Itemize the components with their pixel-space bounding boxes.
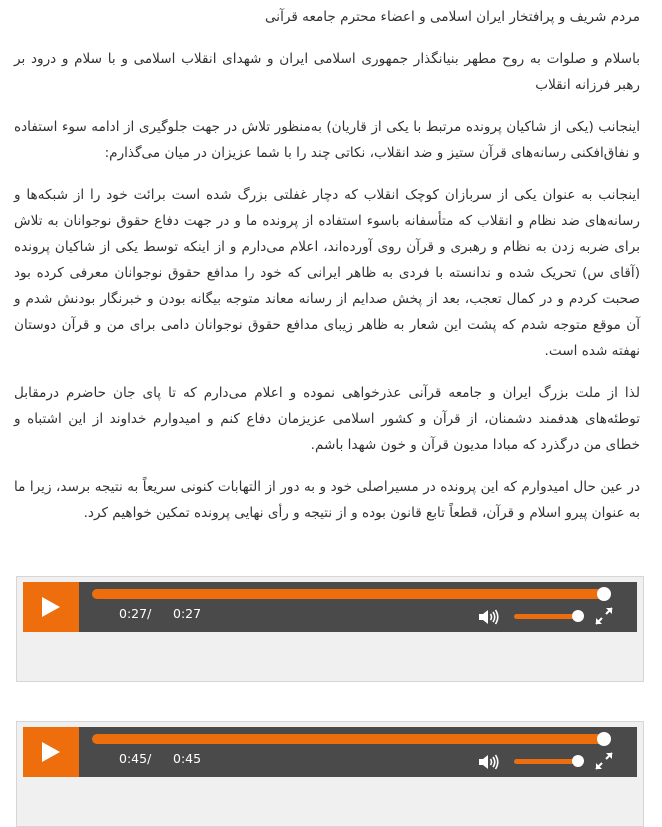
audio-player — [23, 727, 637, 777]
fullscreen-icon[interactable] — [594, 751, 614, 771]
audio-player — [23, 582, 637, 632]
progress-bar[interactable] — [92, 589, 604, 599]
volume-icon[interactable] — [479, 754, 499, 770]
progress-handle[interactable] — [597, 587, 611, 601]
fullscreen-icon[interactable] — [594, 606, 614, 626]
volume-icon[interactable] — [479, 609, 499, 625]
progress-bar[interactable] — [92, 734, 604, 744]
volume-handle[interactable] — [572, 610, 584, 622]
current-time: 0:27/ — [119, 606, 152, 621]
article-paragraph: لذا از ملت بزرگ ایران و جامعه قرآنی عذرخواهی نموده و اعلام می‌دارم که تا پای جان حاضرم درمقابل توطئه‌های هدفمند دشمنان، از قرآن و کشور اسلامی عزیزمان دفاع کنم و امیدوارم خداوند از این اشتباه و خطای من درگذرد که مبادا مدیون قرآن و خون شهدا باشم. — [14, 385, 640, 453]
audio-player-frame — [16, 576, 644, 682]
total-time: 0:27 — [173, 606, 202, 621]
audio-player-frame — [16, 721, 644, 827]
play-icon — [42, 597, 60, 617]
current-time: 0:45/ — [119, 751, 152, 766]
progress-handle[interactable] — [597, 732, 611, 746]
volume-slider[interactable] — [514, 614, 578, 619]
volume-handle[interactable] — [572, 755, 584, 767]
play-icon — [42, 742, 60, 762]
article-paragraph: مردم شریف و پرافتخار ایران اسلامی و اعضاء محترم جامعه قرآنی — [264, 9, 640, 25]
article-paragraph: در عین حال امیدوارم که این پرونده در مسیراصلی خود و به دور از التهابات کنونی سریعاً به نتیجه برسد، زیرا ما به عنوان پیرو اسلام و قرآن، قطعاً تابع قانون بوده و از نتیجه و رأی نهایی پرونده تمکین خواهیم کرد. — [14, 479, 640, 521]
total-time: 0:45 — [173, 751, 202, 766]
article-paragraph: اینجانب (یکی از شاکیان پرونده مرتبط با یکی از قاریان) به‌منظور تلاش در جهت جلوگیری از ادامه سوء استفاده و نفاق‌افکنی رسانه‌های قرآن ستیز و ضد انقلاب، نکاتی چند را با شما عزیزان در میان می‌گذارم: — [14, 119, 640, 161]
play-button[interactable] — [23, 582, 79, 632]
article-paragraph: باسلام و صلوات به روح مطهر بنیانگذار جمهوری اسلامی ایران و شهدای انقلاب اسلامی و با سلام و درود بر رهبر فرزانه انقلاب — [14, 51, 640, 93]
play-button[interactable] — [23, 727, 79, 777]
article-paragraph: اینجانب به عنوان یکی از سربازان کوچک انقلاب که دچار غفلتی بزرگ شده است برائت خود را از شبکه‌ها و رسانه‌های ضد نظام و انقلاب که متأسفانه باسوء استفاده از پرونده ما و در جهت دفاع حقوق نوجوانان به تلاش برای ضربه زدن به نظام و رهبری و قرآن روی آورده‌اند، اعلام می‌دارم و از اینکه توسط یکی از شاکیان پرونده (آقای س) تحریک شده و ندانسته با فردی به ظاهر ایرانی که خود را مدافع حقوق نوجوانان معرفی کرده بود صحبت کردم و در کمال تعجب، بعد از پخش صدایم از رسانه معاند متوجه بیگانه بودن و خبرنگار بودنش شدم و آن موقع متوجه شدم که پشت این شعار به ظاهر زیبای مدافع حقوق نوجوانان دامی برای من و قرآن دوستان نهفته شده است. — [14, 187, 640, 359]
volume-slider[interactable] — [514, 759, 578, 764]
